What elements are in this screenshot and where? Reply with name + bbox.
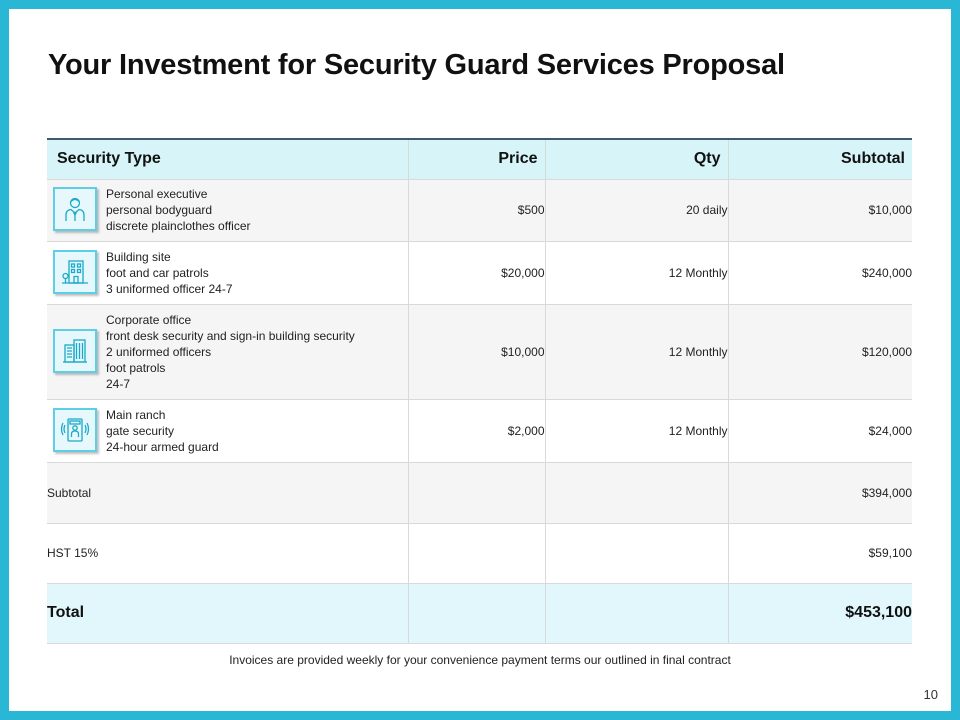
page-number: 10 bbox=[923, 687, 938, 702]
security-type-cell bbox=[47, 241, 408, 304]
table-header-row bbox=[47, 139, 912, 179]
price-cell: $500 bbox=[408, 179, 545, 241]
footer-note: Invoices are provided weekly for your convenience payment terms our outlined in final contract bbox=[229, 653, 731, 667]
description-line: foot patrols bbox=[106, 360, 166, 375]
price-cell: $2,000 bbox=[408, 399, 545, 462]
total-label: Total bbox=[47, 583, 408, 643]
investment-table bbox=[47, 138, 912, 644]
tax-label: HST 15% bbox=[47, 523, 408, 583]
description-line: gate security bbox=[106, 423, 175, 438]
description-line: Personal executive bbox=[106, 187, 208, 201]
tax-row bbox=[47, 523, 912, 583]
security-gate-icon bbox=[53, 408, 97, 452]
subtotal-cell: $120,000 bbox=[861, 344, 912, 359]
table-row bbox=[47, 399, 912, 462]
subtotal-cell: $10,000 bbox=[868, 203, 912, 217]
description-line: Main ranch bbox=[106, 407, 166, 422]
header-subtotal: Subtotal bbox=[841, 150, 905, 168]
security-type-description bbox=[106, 180, 408, 240]
qty-cell: 12 Monthly bbox=[545, 399, 728, 462]
subtotal-label: Subtotal bbox=[47, 462, 408, 523]
table-row bbox=[47, 241, 912, 304]
office-building-icon bbox=[53, 329, 97, 373]
qty-cell: 20 daily bbox=[545, 179, 728, 241]
description-line: discrete plainclothes officer bbox=[106, 219, 251, 233]
total-row bbox=[47, 583, 912, 643]
table-row bbox=[47, 179, 912, 241]
total-value: $453,100 bbox=[845, 604, 912, 621]
price-cell: $10,000 bbox=[408, 304, 545, 399]
description-line: 3 uniformed officer 24-7 bbox=[106, 281, 233, 296]
bodyguard-icon bbox=[53, 187, 97, 231]
security-type-cell bbox=[47, 304, 408, 399]
header-security-type: Security Type bbox=[47, 139, 408, 179]
security-type-description bbox=[106, 401, 408, 461]
subtotal-value: $394,000 bbox=[861, 485, 912, 500]
description-line: foot and car patrols bbox=[106, 265, 209, 280]
building-icon bbox=[53, 250, 97, 294]
table-row bbox=[47, 304, 912, 399]
page-title: Your Investment for Security Guard Services Proposal bbox=[48, 49, 785, 81]
qty-cell: 12 Monthly bbox=[545, 241, 728, 304]
security-type-description bbox=[106, 306, 408, 398]
security-type-description bbox=[106, 243, 408, 303]
subtotal-cell: $240,000 bbox=[861, 265, 912, 280]
description-line: 2 uniformed officers bbox=[106, 344, 212, 359]
description-line: Corporate office bbox=[106, 312, 192, 327]
subtotal-row bbox=[47, 462, 912, 523]
qty-cell: 12 Monthly bbox=[545, 304, 728, 399]
header-price: Price bbox=[408, 139, 545, 179]
security-type-cell bbox=[47, 179, 408, 241]
slide bbox=[9, 9, 951, 711]
security-type-cell bbox=[47, 399, 408, 462]
subtotal-cell: $24,000 bbox=[868, 423, 912, 438]
header-qty: Qty bbox=[545, 139, 728, 179]
description-line: 24-7 bbox=[106, 376, 131, 391]
price-cell: $20,000 bbox=[408, 241, 545, 304]
description-line: 24-hour armed guard bbox=[106, 439, 219, 454]
tax-value: $59,100 bbox=[868, 546, 912, 560]
description-line: front desk security and sign-in building security bbox=[106, 328, 355, 343]
description-line: personal bodyguard bbox=[106, 203, 213, 217]
description-line: Building site bbox=[106, 249, 171, 264]
